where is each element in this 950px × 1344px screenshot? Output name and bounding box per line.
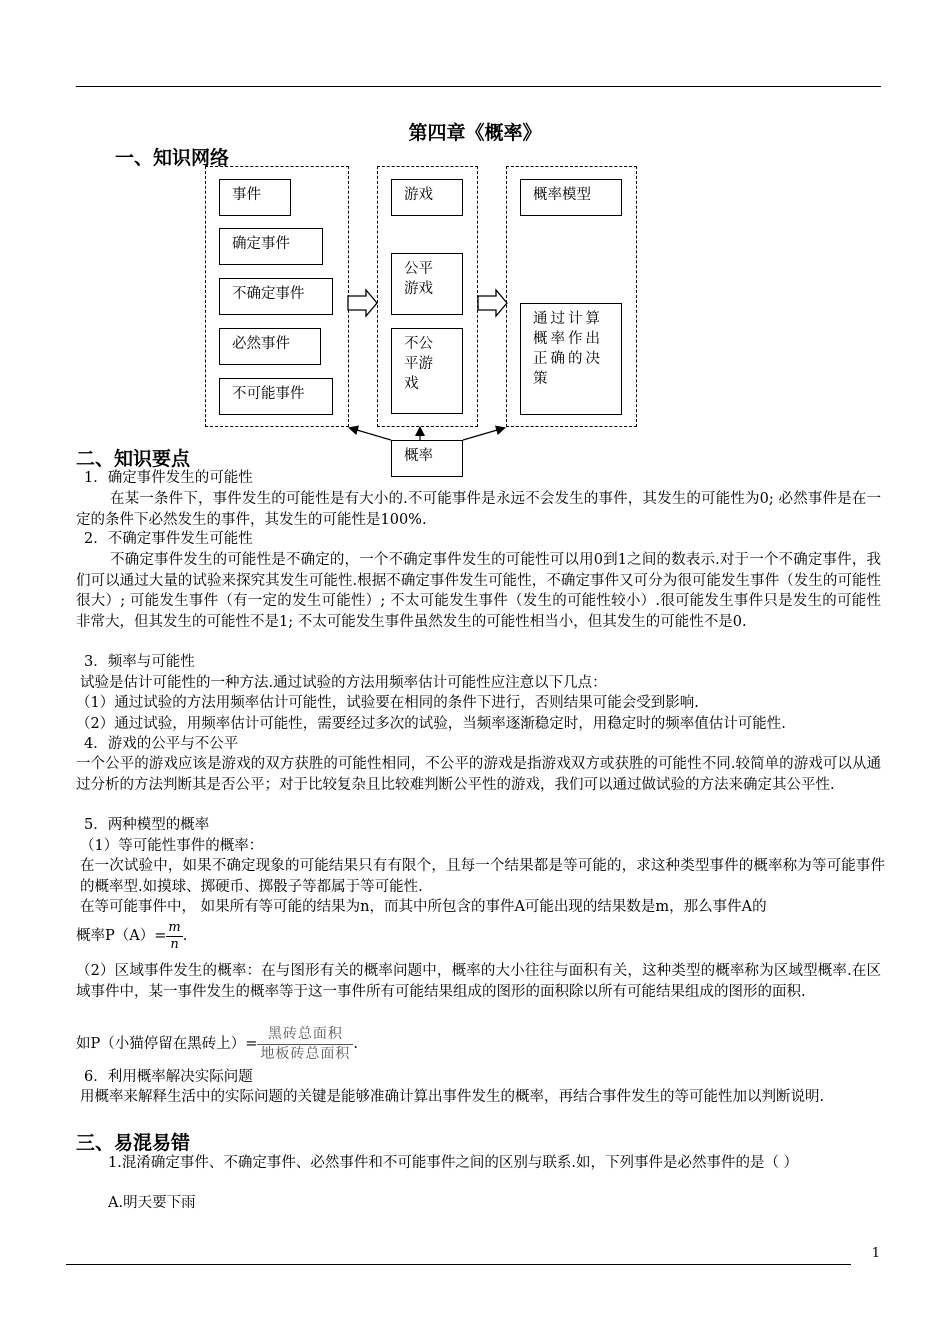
box-inevitable-event: 必然事件 — [219, 328, 321, 365]
point-2-body: 不确定事件发生的可能性是不确定的，一个不确定事件发生的可能性可以用0到1之间的数表示.对于一个不确定事件，我们可以通过大量的试验来探究其发生可能性.根据不确定事件发生可能性，不确定事件又可分为很可能发生事件（发生的可能性很大）; 可能发生事件（有一定的发生可能性）; 不太可能发生事件（发生的可能性较小）.很可能发生事件只是发生的可能性非常大，但其发生的可能性不是1; 不太可能发生事件虽然发生的可能性相当小，但其发生的可能性不是0. — [76, 552, 881, 630]
section-heading-mistakes: 三、易混易错 — [76, 1132, 191, 1154]
point-4-body: 一个公平的游戏应该是游戏的双方获胜的可能性相同，不公平的游戏是指游戏双方或获胜的可能性不同.较简单的游戏可以从通过分析的方法判断其是否公平；对于比较复杂且比较难判断公平性的游戏，我们可以通过做试验的方法来确定其公平性. — [76, 756, 881, 793]
point-1-heading: 1．确定事件发生的可能性 — [84, 470, 253, 486]
box-event: 事件 — [219, 179, 291, 216]
formula-prefix: 概率P（A）= — [76, 928, 167, 944]
point-5-heading: 5．两种模型的概率 — [84, 817, 210, 833]
point-5-example — [76, 1022, 881, 1066]
formula-suffix: . — [182, 928, 188, 944]
point-3-heading: 3．频率与可能性 — [84, 654, 195, 670]
page-title: 第四章《概率》 — [408, 122, 542, 144]
box-decision: 通过计算概率作出正确的决策 — [520, 303, 622, 415]
box-uncertain-event: 不确定事件 — [219, 278, 333, 315]
example-denominator: 地板砖总面积 — [260, 1045, 351, 1062]
point-4-heading: 4．游戏的公平与不公平 — [84, 736, 239, 752]
point-5-sub-1: （1）等可能性事件的概率： — [80, 838, 264, 854]
example-numerator: 黑砖总面积 — [257, 1025, 353, 1045]
block-arrow-1 — [348, 290, 377, 316]
example-prefix: 如P（小猫停留在黑砖上）= — [76, 1036, 258, 1052]
point-2-heading: 2．不确定事件发生可能性 — [84, 531, 253, 547]
arrow-to-models — [463, 428, 504, 440]
diagram-arrows — [0, 0, 950, 500]
point-6-body: 用概率来解释生活中的实际问题的关键是能够准确计算出事件发生的概率，再结合事件发生的等可能性加以判断说明. — [80, 1089, 825, 1105]
arrow-to-events — [350, 428, 391, 440]
example-suffix: . — [353, 1036, 359, 1052]
formula-fraction — [166, 920, 182, 953]
example-fraction — [257, 1025, 353, 1064]
box-game: 游戏 — [391, 179, 463, 216]
box-fair-game: 公平游戏 — [391, 253, 463, 315]
point-5-sub-1-body: 在一次试验中，如果不确定现象的可能结果只有有限个，且每一个结果都是等可能的，求这种类型事件的概率称为等可能事件的概率型.如摸球、掷硬币、掷骰子等都属于等可能性. — [80, 858, 885, 895]
point-1-body: 在某一条件下，事件发生的可能性是有大小的.不可能事件是永远不会发生的事件，其发生的可能性为0; 必然事件是在一定的条件下必然发生的事件，其发生的可能性是100%. — [76, 491, 881, 528]
page-number: 1 — [871, 1246, 880, 1261]
footer-rule — [66, 1264, 851, 1265]
block-arrow-2 — [478, 290, 507, 316]
point-3-body: 试验是估计可能性的一种方法.通过试验的方法用频率估计可能性应注意以下几点： — [80, 675, 607, 691]
point-3-item-1: （1）通过试验的方法用频率估计可能性，试验要在相同的条件下进行，否则结果可能会受到影响. — [76, 695, 699, 711]
point-6-heading: 6．利用概率解决实际问题 — [84, 1069, 253, 1085]
point-5-formula — [76, 918, 881, 954]
box-unfair-game: 不公平游戏 — [391, 328, 463, 414]
box-impossible-event: 不可能事件 — [219, 378, 333, 415]
box-certain-event: 确定事件 — [219, 228, 323, 265]
mistake-option-a: A.明天要下雨 — [108, 1195, 196, 1211]
formula-denominator: n — [170, 936, 179, 952]
section-heading-points: 二、知识要点 — [76, 448, 191, 470]
formula-numerator: m — [168, 919, 181, 935]
mistake-question-1: 1.混淆确定事件、不确定事件、必然事件和不可能事件之间的区别与联系.如，下列事件是必然事件的是（ ） — [108, 1155, 799, 1171]
point-5-sub-1-body-2: 在等可能事件中， 如果所有等可能的结果为n，而其中所包含的事件A可能出现的结果数是m，那么事件A的 — [80, 899, 767, 915]
section-heading-network: 一、知识网络 — [115, 147, 230, 169]
box-probability: 概率 — [391, 440, 463, 477]
box-probability-model: 概率模型 — [520, 179, 622, 216]
point-3-item-2: （2）通过试验，用频率估计可能性，需要经过多次的试验，当频率逐渐稳定时，用稳定时的频率值估计可能性. — [76, 716, 786, 732]
point-5-sub-2: （2）区域事件发生的概率：在与图形有关的概率问题中，概率的大小往往与面积有关，这种类型的概率称为区域型概率.在区域事件中，某一事件发生的概率等于这一事件所有可能结果组成的图形的面积除以所有可能结果组成的图形的面积. — [76, 963, 881, 1000]
